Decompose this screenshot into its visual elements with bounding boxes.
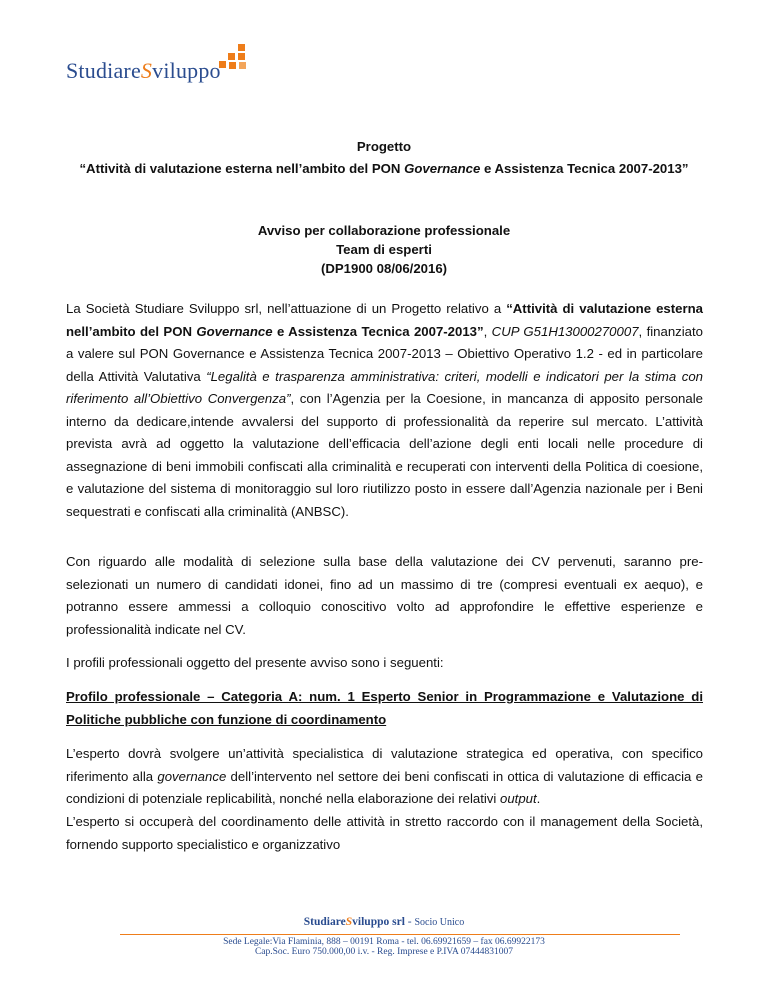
notice-reference: (DP1900 08/06/2016) bbox=[320, 261, 448, 276]
intro-paragraph: La Società Studiare Sviluppo srl, nell’attuazione di un Progetto relativo a “Attività di valutazione esterna nell’ambito del PON Governance e Assistenza Tecnica 2007-2013”, CUP G51H13000270007, finanziato a valere sul PON Governance e Assistenza Tecnica 2007-2013 – Obiettivo Operativo 1.2 - ed in particolare della Attività Valutativa “Legalità e trasparenza amministrativa: criteri, modelli e indicatori per la stima con riferimento all’Obiettivo Convergenza”, con l’Agenzia per la Coesione, in mancanza di apposito personale interno da dedicare,intende avvalersi del supporto di professionalità da reperire sul mercato. L’attività prevista avrà ad oggetto la valutazione dell’efficacia dell’azione degli enti locali nelle procedure di assegnazione di beni immobili confiscati alla criminalità e recuperati con interventi della Politica di coesione, e valutazione del sistema di monitoraggio sul loro riutilizzo posto in essere dall’Agenzia nazionale per i Beni sequestrati e confiscati alla criminalità (ANBSC). bbox=[66, 301, 704, 519]
logo-squares-icon bbox=[216, 44, 248, 76]
project-title: “Attività di valutazione esterna nell’ambito del PON Governance e Assistenza Tecnica 2007-2013” bbox=[79, 161, 689, 176]
notice-subtitle: Team di esperti bbox=[336, 242, 432, 257]
profiles-intro: I profili professionali oggetto del presente avviso sono i seguenti: bbox=[66, 655, 444, 670]
notice-title: Avviso per collaborazione professionale bbox=[257, 223, 511, 238]
footer-registration: Cap.Soc. Euro 750.000,00 i.v. - Reg. Imprese e P.IVA 07444831007 bbox=[254, 947, 514, 957]
project-label: Progetto bbox=[356, 139, 412, 154]
footer-company: StudiareSviluppo srl - Socio Unico bbox=[303, 916, 465, 928]
footer-divider bbox=[120, 934, 680, 935]
profile-heading: Profilo professionale – Categoria A: num. 1 Esperto Senior in Programmazione e Valutazione di Politiche pubbliche con funzione di coordinamento bbox=[66, 689, 703, 727]
company-logo bbox=[66, 44, 256, 86]
logo-wordmark: StudiareSviluppo bbox=[66, 58, 221, 83]
coordination-paragraph: L’esperto si occuperà del coordinamento delle attività in stretto raccordo con il management della Società, fornendo supporto specialistico e organizzativo bbox=[66, 814, 703, 852]
profile-description: L’esperto dovrà svolgere un’attività specialistica di valutazione strategica ed operativa, con specifico riferimento alla governance dell’intervento nel settore dei beni confiscati in ottica di valutazione di efficacia e condizioni di potenziale replicabilità, nonché nella elaborazione dei relativi output. bbox=[66, 746, 703, 806]
selection-paragraph: Con riguardo alle modalità di selezione sulla base della valutazione dei CV pervenuti, saranno pre-selezionati un numero di candidati idonei, fino ad un massimo di tre (compresi eventuali ex aequo), e potranno essere ammessi a colloquio conoscitivo volto ad approfondire le effettive esperienze e professionalità indicate nel CV. bbox=[66, 554, 703, 637]
footer-address: Sede Legale:Via Flaminia, 888 – 00191 Roma - tel. 06.69921659 – fax 06.69922173 bbox=[223, 937, 545, 947]
